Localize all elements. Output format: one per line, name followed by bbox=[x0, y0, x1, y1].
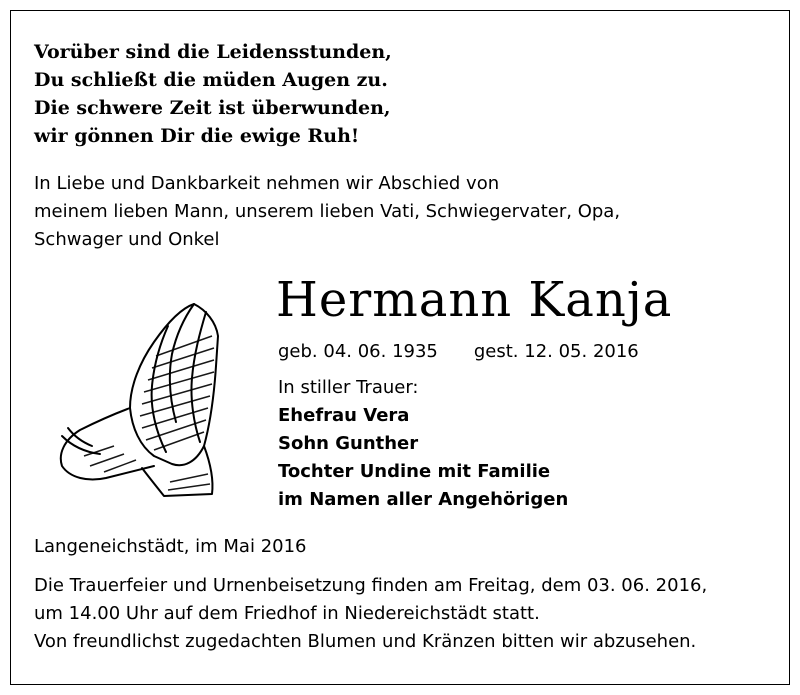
place-date: Langeneichstädt, im Mai 2016 bbox=[34, 536, 307, 557]
birth-date: geb. 04. 06. 1935 bbox=[278, 341, 438, 362]
intro-line: meinem lieben Mann, unserem lieben Vati, Schwiegervater, Opa, bbox=[34, 201, 621, 222]
poem-line: wir gönnen Dir die ewige Ruh! bbox=[34, 125, 360, 147]
mourner: Ehefrau Vera bbox=[278, 405, 410, 426]
notice-line: Von freundlichst zugedachten Blumen und Kränzen bitten wir abzusehen. bbox=[34, 631, 697, 652]
praying-hands-icon bbox=[44, 296, 234, 506]
mourning-heading: In stiller Trauer: bbox=[278, 377, 419, 398]
notice-line: Die Trauerfeier und Urnenbeisetzung finden am Freitag, dem 03. 06. 2016, bbox=[34, 575, 708, 596]
mourner: im Namen aller Angehörigen bbox=[278, 489, 569, 510]
life-dates bbox=[278, 338, 639, 366]
mourner: Sohn Gunther bbox=[278, 433, 419, 454]
funeral-notice bbox=[34, 572, 707, 656]
intro-text bbox=[34, 170, 620, 254]
poem bbox=[34, 38, 392, 150]
notice-line: um 14.00 Uhr auf dem Friedhof in Niedereichstädt statt. bbox=[34, 603, 540, 624]
poem-line: Die schwere Zeit ist überwunden, bbox=[34, 97, 391, 119]
poem-line: Du schließt die müden Augen zu. bbox=[34, 69, 388, 91]
deceased-name: Hermann Kanja bbox=[276, 272, 673, 328]
intro-line: Schwager und Onkel bbox=[34, 229, 220, 250]
intro-line: In Liebe und Dankbarkeit nehmen wir Abschied von bbox=[34, 173, 500, 194]
mourners bbox=[278, 374, 568, 514]
death-date: gest. 12. 05. 2016 bbox=[473, 341, 639, 362]
poem-line: Vorüber sind die Leidensstunden, bbox=[34, 41, 392, 63]
mourner: Tochter Undine mit Familie bbox=[278, 461, 551, 482]
